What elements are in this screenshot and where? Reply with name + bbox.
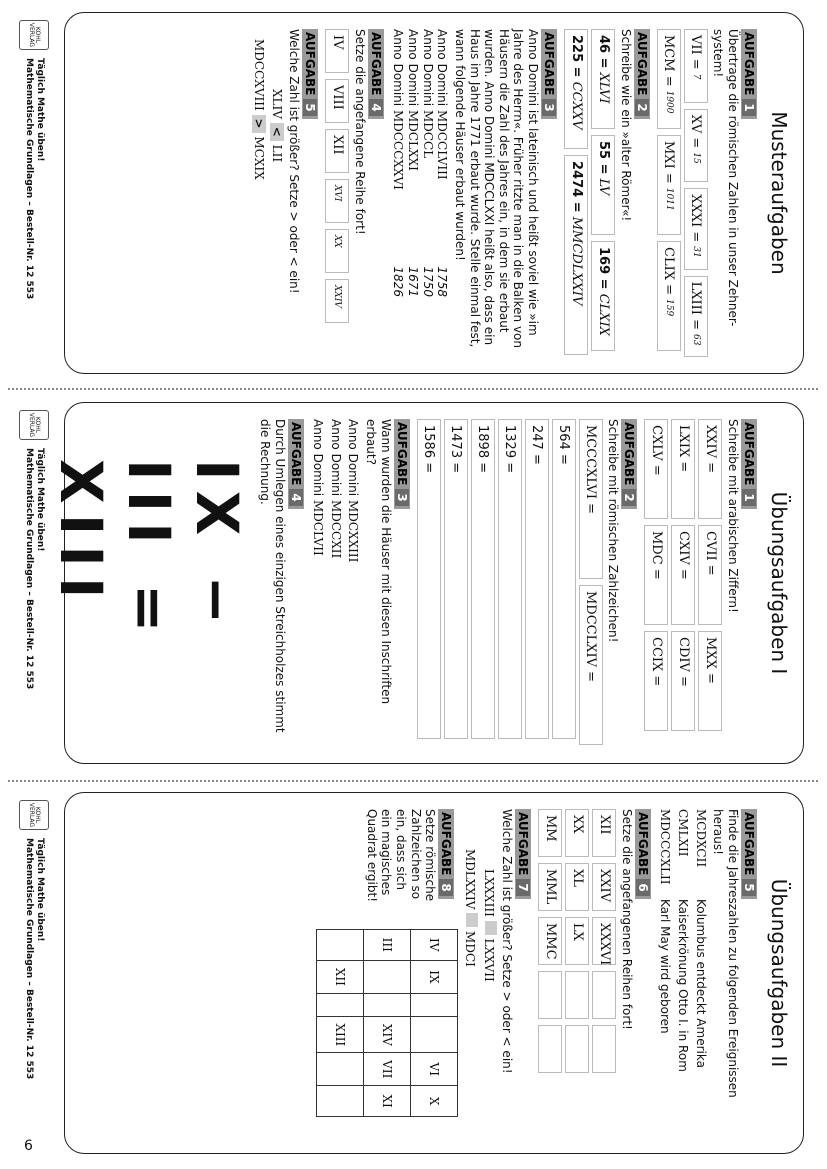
task-label: AUFGABE 3	[394, 419, 410, 509]
sequence-row: IV VIII XII XVI XX XXIV	[325, 29, 349, 357]
task-label: AUFGABE 1	[741, 29, 757, 119]
card-title: Übungsaufgaben II	[767, 878, 791, 1068]
answer-box[interactable]	[538, 1025, 562, 1073]
footer-order: Mathematische Grundlagen – Bestell-Nr. 12 553	[24, 58, 34, 300]
answer-box[interactable]: 1329 =	[498, 419, 522, 739]
publisher-logo: KOHL VERLAG	[19, 20, 49, 50]
footer-order: Mathematische Grundlagen – Bestell-Nr. 12 553	[24, 838, 34, 1080]
answer-box[interactable]: CXIV =	[671, 525, 695, 625]
task-label: AUFGABE 1	[741, 419, 757, 509]
task-text: Durch Umlegen eines einzigen Streichholzes stimmt die Rechnung.	[258, 419, 287, 733]
task-label: AUFGABE 4	[288, 419, 304, 509]
anno-list: Anno Domini MDCCLVIII 1758 Anno Domini MDCCL 1750 Anno Domini MDCLXXI 1671 Anno Domini MDCCCXXVI 1826	[391, 29, 450, 297]
footer-title: Täglich Mathe üben!	[35, 838, 46, 942]
page-number: 6	[24, 1138, 33, 1154]
task-text: Wann wurden die Häuser mit diesen Inschriften erbaut?	[364, 419, 393, 705]
answer-box[interactable]: XXIV =	[698, 419, 722, 519]
footer-1	[6, 20, 62, 380]
task-label: AUFGABE 7	[515, 809, 531, 899]
answer-box[interactable]: 1473 =	[444, 419, 468, 739]
answer-row: VII = 7 XV = 15 XXXI = 31 LXIII = 63	[684, 29, 708, 357]
answer-box[interactable]	[592, 1025, 616, 1073]
answer-box[interactable]: MDCCLXIV =	[579, 585, 603, 745]
answer-box[interactable]: 1586 =	[417, 419, 441, 739]
answer-box[interactable]: 564 =	[552, 419, 576, 739]
card-uebungsaufgaben-1: Übungsaufgaben I AUFGABE 1 Schreibe mit arabischen Ziffern! XXIV = CVII = MXX = LXIX = CXIV = CDIV = CXLV = MDC = CCIX = AUFGABE 2 Schreibe mit römischen Zahlzeichen! MCCCXLVI = MDCCLXIV = 564 = 247 = 1329 = 1898 = 1473 = 1586 = AUFGABE 3 Wann wurden die Häuser mit diesen Inschriften erbaut? Anno Domini MDCXXIII Anno Domini MDCCXII Anno Domini MDCLVII AUFGABE 4 Durch Umlegen eines einzigen Streichholzes stimmt die Rechnung. IX − III = XIII	[64, 402, 804, 764]
task-label: AUFGABE 5	[741, 809, 757, 899]
task-text: Welche Zahl ist größer? Setze > oder < ein!	[287, 29, 302, 294]
answer-box[interactable]: 247 =	[525, 419, 549, 739]
footer-3	[6, 800, 62, 1160]
publisher-logo: KOHL VERLAG	[19, 800, 49, 830]
cut-line-1	[8, 388, 818, 390]
task-text: Schreibe mit arabischen Ziffern!	[726, 419, 740, 613]
task-label: AUFGABE 8	[438, 809, 454, 899]
cut-line-2	[8, 780, 818, 782]
task-text: Setze die angefangene Reihe fort!	[352, 29, 367, 235]
matchstick-equation: IX − III = XIII	[47, 459, 252, 643]
answer-box[interactable]	[592, 971, 616, 1019]
footer-title: Täglich Mathe üben!	[35, 58, 46, 162]
task-label: AUFGABE 2	[634, 29, 650, 119]
task-text: Schreibe mit römischen Zahlzeichen!	[606, 419, 621, 643]
answer-box[interactable]: MCCCXLVI =	[579, 419, 603, 579]
answer-row: MCM = 1900 MXI = 1011 CLIX = 159	[657, 29, 681, 357]
answer-box[interactable]: CVII =	[698, 525, 722, 625]
task-text: Übertrage die römischen Zahlen in unser Zehner-system!	[711, 29, 740, 327]
task-text: Welche Zahl ist größer? Setze > oder < ein!	[500, 809, 515, 1074]
card-title: Übungsaufgaben I	[767, 491, 791, 675]
answer-box[interactable]: CDIV =	[671, 631, 695, 731]
magic-square: IV IX VI X III XIV VII XI XII XIII	[316, 929, 458, 1117]
footer-order: Mathematische Grundlagen – Bestell-Nr. 12 553	[24, 448, 34, 690]
answer-row: 225 = CCXXV 2474 = MMCDLXXIV	[564, 29, 588, 357]
task-label: AUFGABE 3	[541, 29, 557, 119]
task-text: Setze römische Zahlzeichen so ein, dass sich ein magisches Quadrat ergibt!	[364, 809, 438, 903]
answer-box[interactable]	[538, 971, 562, 1019]
answer-box[interactable]: 1898 =	[471, 419, 495, 739]
task-text: Setze die angefangenen Reihen fort!	[619, 809, 634, 1030]
task-text: Anno Domini ist lateinisch und heißt soviel wie »im Jahre des Herrn«. Früher ritzte man in die Balken von Häusern die Zahl des Jahres ein, in dem sie erbaut wurden. Anno Domini MDCCLXXI heißt also, dass ein Haus im Jahre 1771 erbaut wurde. Stelle einmal fest, wann folgende Häuser erbaut wurden!	[453, 29, 541, 348]
task-label: AUFGABE 6	[635, 809, 651, 899]
answer-box[interactable]: LXIX =	[671, 419, 695, 519]
answer-box[interactable]: CCIX =	[644, 631, 668, 731]
answer-box[interactable]	[565, 1025, 589, 1073]
answer-box[interactable]	[565, 971, 589, 1019]
card-musteraufgaben: Musteraufgaben AUFGABE 1 Übertrage die römischen Zahlen in unser Zehner-system! VII = 7 XV = 15 XXXI = 31 LXIII = 63 MCM = 1900 MXI = 1011 CLIX = 159 AUFGABE 2 Schreibe wie ein »alter Römer«! 46 = XLVI 55 = LV 169 = CLXIX 225 = CCXXV 2474 = MMCDLXXIV AUFGABE 3 Anno Domini ist lateinisch und heißt soviel wie »im Jahre des Herrn«. Früher ritzte man in die Balken von Häusern die Zahl des Jahres ein, in dem sie erbaut wurden. Anno Domini MDCCLXXI heißt also, dass ein Haus im Jahre 1771 erbaut wurde. Stelle einmal fest, wann folgende Häuser erbaut wurden! Anno Domini MDCCLVIII 1758 Anno Domini MDCCL 1750 Anno Domini MDCLXXI 1671 Anno Domini MDCCCXXVI 1826 AUFGABE 4 Setze die angefangene Reihe fort! IV VIII XII XVI XX XXIV AUFGABE 5 Welche Zahl ist größer? Setze > oder < ein! XLIV < LII MDCCXVIII > MCXIX	[64, 12, 804, 374]
footer-title: Täglich Mathe üben!	[35, 448, 46, 552]
task-text: Finde die Jahreszahlen zu folgenden Ereignissen heraus!	[711, 809, 740, 1098]
card-title: Musteraufgaben	[767, 111, 791, 275]
answer-box[interactable]: MDC =	[644, 525, 668, 625]
task-text: Schreibe wie ein »alter Römer«!	[618, 29, 633, 222]
publisher-logo: KOHL VERLAG	[19, 410, 49, 440]
task-label: AUFGABE 2	[621, 419, 637, 509]
task-label: AUFGABE 4	[368, 29, 384, 119]
answer-box[interactable]: CXLV =	[644, 419, 668, 519]
task-label: AUFGABE 5	[302, 29, 318, 119]
answer-row: 46 = XLVI 55 = LV 169 = CLXIX	[591, 29, 615, 357]
answer-box[interactable]: MXX =	[698, 631, 722, 731]
card-uebungsaufgaben-2: Übungsaufgaben II AUFGABE 5 Finde die Jahreszahlen zu folgenden Ereignissen heraus! MCDXCIIKolumbus entdeckt Amerika CMLXIIKaiserkrönung Otto I. in Rom MDCCCXLIIKarl May wird geboren AUFGABE 6 Setze die angefangenen Reihen fort! XII XXIV XXXVI XX XL LX MM MML MMC AUFGABE 7 Welche Zahl ist größer? Setze > oder < ein! LXXXIII LXXVII MDLXXIV MDCI AUFGABE 8 Setze römische Zahlzeichen so ein, dass sich ein magisches Quadrat ergibt! IV IX VI X III XIV VII XI XII XIII	[64, 792, 804, 1154]
